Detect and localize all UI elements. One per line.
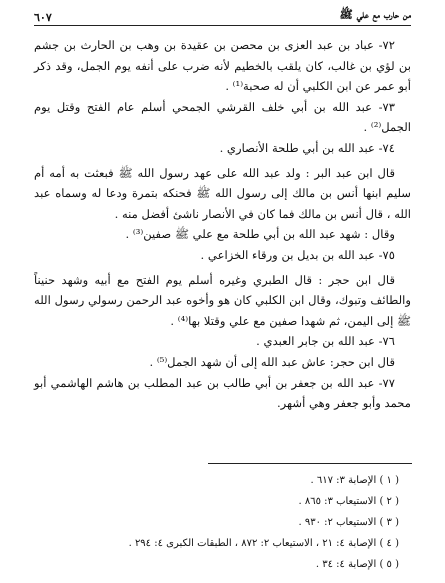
footnote-1: ( ١ ) الإصابة ٣: ٦١٧ .	[310, 475, 399, 486]
footnote-3: ( ٣ ) الاستيعاب ٢: ٩٣٠ .	[298, 517, 399, 528]
quote-ibn-hajar-1: قال ابن حجر : قال الطبري وغيره أسلم يوم الفتح مع أبيه وشهد حنيناً والطائف وتبوك، وقال ابن الكلبي كان هو وأخوه عبد الرحمن رسولي رسول الله ﷺ إلى اليمن، ثم شهدا صفين مع علي وقتلا بها⁽⁴⁾ .	[34, 272, 411, 328]
entry-77: ٧٧- عبد الله بن جعفر بن أبي طالب بن عبد المطلب بن هاشم الهاشمي أبو محمد وأبو جعفر وهي أشهر.	[34, 375, 411, 411]
running-header	[34, 6, 411, 26]
quote-ibn-hajar-2: قال ابن حجر: عاش عبد الله إلى أن شهد الجمل⁽⁵⁾ .	[149, 354, 395, 369]
quote-ibn-abd-albarr: قال ابن عبد البر : ولد عبد الله على عهد رسول الله ﷺ فبعثت به أمه أم سليم ابنها أنس بن مالك إلى رسول الله ﷺ فحنكه بتمرة ودعا له وسماه عبد الله ، قال أنس بن مالك فما كان في الأنصار ناشئ أفضل منه .	[34, 165, 411, 221]
footnote-2: ( ٢ ) الاستيعاب ٣: ٨٦٥ .	[298, 496, 399, 507]
quote-siffin: وقال : شهد عبد الله بن أبي طلحة مع علي ﷺ صفين⁽³⁾ .	[125, 227, 395, 242]
entry-73: ٧٣- عبد الله بن أبي خلف القرشي الجمحي أسلم عام الفتح وقتل يوم الجمل⁽²⁾ .	[34, 99, 411, 135]
footnotes	[34, 470, 399, 575]
running-title: من حارب مع علي ﷺ	[339, 8, 411, 21]
entry-75: ٧٥- عبد الله بن بديل بن ورقاء الخزاعي .	[200, 247, 395, 262]
entry-72: ٧٢- عباد بن عبد العزى بن محصن بن عقيدة بن وهب بن الحارث بن جشم بن لؤي بن غالب، كان يلقب بالخطيم لأنه ضرب على أنفه يوم الجمل، وقد ذكر أبو عمر عن ابن الكلبي أن له صحبة⁽¹⁾ .	[34, 38, 411, 94]
footnote-4: ( ٤ ) الإصابة ٤: ٢١ ، الاستيعاب ٢: ٨٧٢ ، الطبقات الكبرى ٤: ٢٩٤ .	[128, 538, 399, 549]
footnote-divider	[208, 463, 412, 464]
main-text	[34, 35, 411, 414]
entry-76: ٧٦- عبد الله بن جابر العبدي .	[256, 334, 395, 349]
entry-74: ٧٤- عبد الله بن أبي طلحة الأنصاري .	[219, 140, 395, 155]
footnote-5: ( ٥ ) الإصابة ٤: ٣٤ .	[315, 559, 399, 570]
page-number: ٦٠٧	[34, 11, 52, 24]
